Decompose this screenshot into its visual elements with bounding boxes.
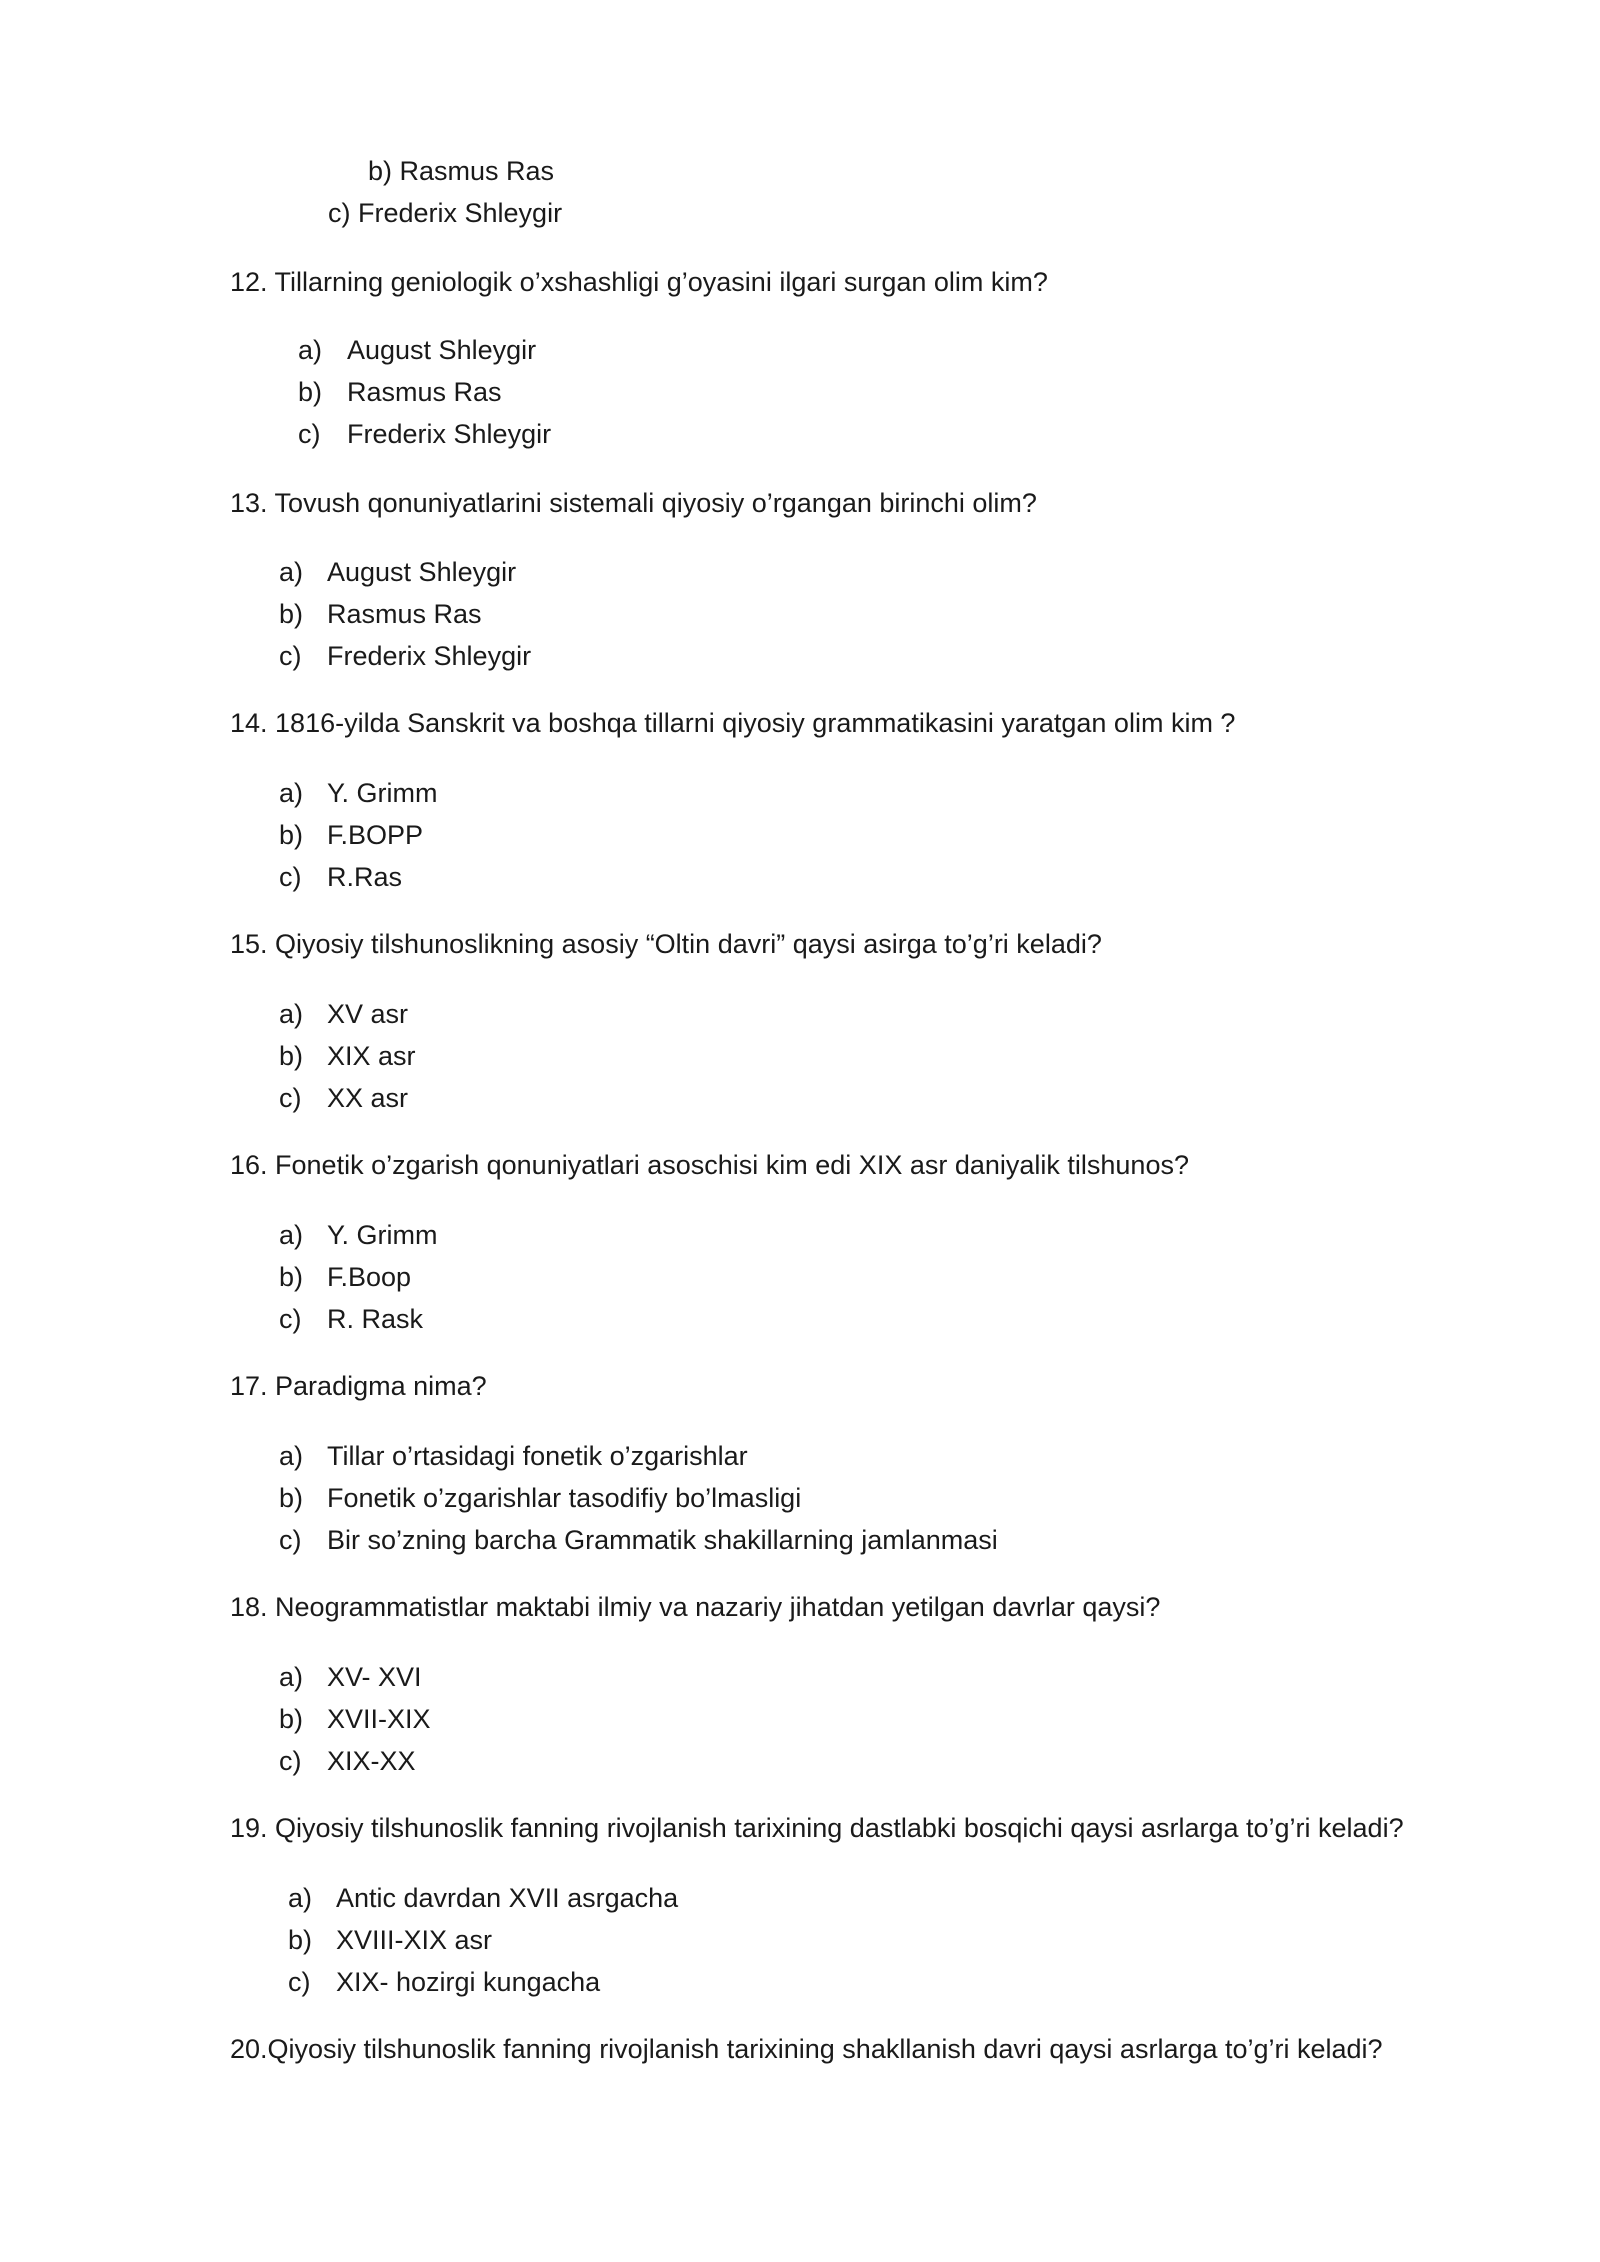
option-marker: c) (298, 419, 321, 449)
option-marker: c) (279, 641, 302, 671)
question-title: 20.Qiyosiy tilshunoslik fanning rivojlanish tarixining shakllanish davri qaysi asrlarga to’g’ri keladi? (230, 2034, 1383, 2064)
option-text: XIX asr (327, 1041, 416, 1071)
option-marker: b) (279, 1483, 304, 1513)
option-text: Y. Grimm (327, 1220, 438, 1250)
option-text: XVIII-XIX asr (336, 1925, 493, 1955)
option-text: Fonetik o’zgarishlar tasodifiy bo’lmasligi (327, 1483, 802, 1513)
option-marker: a) (279, 1441, 304, 1471)
option-text: August Shleygir (347, 335, 537, 365)
option-marker: b) (279, 599, 304, 629)
option-marker: a) (298, 335, 323, 365)
option-marker: c) (279, 1083, 302, 1113)
question-title: 16. Fonetik o’zgarish qonuniyatlari asoschisi kim edi XIX asr daniyalik tilshunos? (230, 1150, 1189, 1180)
option-marker: b) (288, 1925, 313, 1955)
option-text: F.Boop (327, 1262, 412, 1292)
option-marker: c) (279, 1746, 302, 1776)
question-title: 18. Neogrammatistlar maktabi ilmiy va nazariy jihatdan yetilgan davrlar qaysi? (230, 1592, 1161, 1622)
option-text: Antic davrdan XVII asrgacha (336, 1883, 679, 1913)
option-text: XV asr (327, 999, 409, 1029)
option-text: Rasmus Ras (327, 599, 482, 629)
option-text: XVII-XIX (327, 1704, 431, 1734)
option-marker: b) (298, 377, 323, 407)
option-marker: b) (279, 1704, 304, 1734)
option-text: XIX-XX (327, 1746, 416, 1776)
option-text: Tillar o’rtasidagi fonetik o’zgarishlar (327, 1441, 748, 1471)
question-title: 15. Qiyosiy tilshunoslikning asosiy “Oltin davri” qaysi asirga to’g’ri keladi? (230, 929, 1102, 959)
option-marker: a) (288, 1883, 313, 1913)
option-text: Rasmus Ras (347, 377, 502, 407)
option-marker: b) (279, 1041, 304, 1071)
option-marker: c) (279, 862, 302, 892)
option-text: F.BOPP (327, 820, 424, 850)
option-text: August Shleygir (327, 557, 517, 587)
carryover-option-c: c) Frederix Shleygir (328, 198, 563, 228)
option-text: XX asr (327, 1083, 409, 1113)
question-title: 17. Paradigma nima? (230, 1371, 487, 1401)
option-marker: c) (279, 1304, 302, 1334)
carryover-option-b: b) Rasmus Ras (368, 156, 555, 186)
option-marker: a) (279, 557, 304, 587)
question-title: 12. Tillarning geniologik o’xshashligi g’oyasini ilgari surgan olim kim? (230, 267, 1048, 297)
option-text: Y. Grimm (327, 778, 438, 808)
question-title: 19. Qiyosiy tilshunoslik fanning rivojlanish tarixining dastlabki bosqichi qaysi asrlarga to’g’ri keladi? (230, 1813, 1404, 1843)
option-marker: b) (279, 820, 304, 850)
option-text: Frederix Shleygir (347, 419, 552, 449)
option-marker: a) (279, 999, 304, 1029)
option-text: R.Ras (327, 862, 403, 892)
option-text: Frederix Shleygir (327, 641, 532, 671)
option-marker: a) (279, 1662, 304, 1692)
option-text: XV- XVI (327, 1662, 422, 1692)
option-marker: a) (279, 1220, 304, 1250)
option-text: R. Rask (327, 1304, 424, 1334)
question-title: 13. Tovush qonuniyatlarini sistemali qiyosiy o’rgangan birinchi olim? (230, 488, 1037, 518)
option-text: XIX- hozirgi kungacha (336, 1967, 601, 1997)
option-text: Bir so’zning barcha Grammatik shakillarning jamlanmasi (327, 1525, 998, 1555)
option-marker: b) (279, 1262, 304, 1292)
option-marker: a) (279, 778, 304, 808)
option-marker: c) (279, 1525, 302, 1555)
question-title: 14. 1816-yilda Sanskrit va boshqa tillarni qiyosiy grammatikasini yaratgan olim kim ? (230, 708, 1236, 738)
option-marker: c) (288, 1967, 311, 1997)
